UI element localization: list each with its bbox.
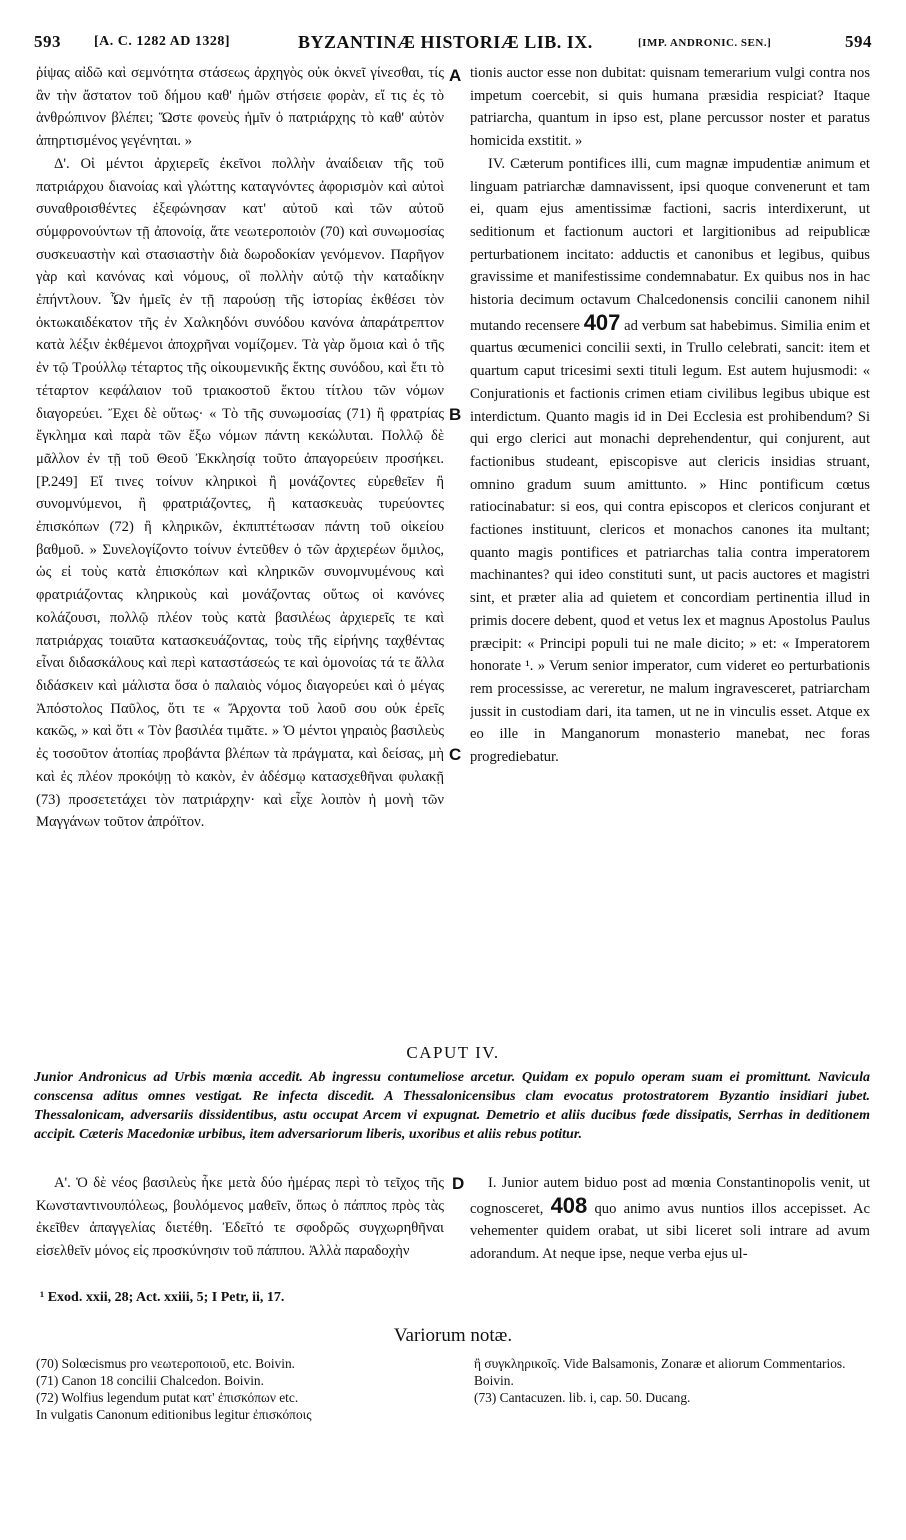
date-range: [A. C. 1282 AD 1328] — [94, 34, 230, 49]
note-72-continued: In vulgatis Canonum editionibus legitur ἐπισκόποις — [36, 1407, 312, 1422]
running-title: BYZANTINÆ HISTORIÆ LIB. IX. — [298, 32, 593, 52]
latin-paragraph-2 — [470, 153, 870, 769]
latin-paragraph-3 — [470, 1172, 870, 1266]
notes-right-column — [474, 1355, 874, 1406]
latin-text-before-number: IV. Cæterum pontifices illi, cum magnæ impudentiæ animum et linguam patriarchæ damnavissent, ipsi quoque convenerunt et tam ei, quam ejus amentissimæ factioni, sacris interdixerunt, ut seditionum et factionum auctori et largitionibus ad reipublicæ perturbationem incitato: adductis et canonibus et legibus, quibus gravissime et manifestissime condemnabatur. Ex quibus nos in hac historia decimum octavum Chalcedonensis concilii canonem nihil mutando recensere — [470, 155, 870, 334]
latin-text-after-number: ad verbum sat habebimus. Similia enim et quartus œcumenici concilii sexti, in Trullo celebrati, sancit: item et quartum caput tricesimi sexti tituli legum. Est autem hujusmodi: « Conjurationis et factionis crimen etiam civilibus legibus ubique est interdictum. Quanto magis id in Dei Ecclesia est prohibendum? Si qui ergo clerici aut monachi deprehendentur, qui conjurent, aut factionibus studeant, episcopisve aut clericis insidias struant, omnino gradum suum amittunto. » Hinc pontificum cœtus ratiocinabatur: si eos, qui contra episcopos et clericos conjurant et factiones instituunt, clericos et monachos canones ita multant; quanto magis pontifices et patriarchas talia contra imperatorem machinantes? qui ideo constituti sunt, ut pacis auctores et magistri sint, et præter alia ad quietem et concordiam pertinentia illud in primis docere debent, quod et vetus lex et magnus Apostolus Paulus præcipit: « Principi populi tui ne male dicito; » et: « Imperatorem honorate ¹. » Verum senior imperator, cum videret eo perturbationis rem processisse, ac vereretur, ne malum ingravesceret, patriarcham jussit in custodiam dari, ita tamen, ut ne in vinculis esset. Atque ex eo ille in Manganorum monasterio manebat, nec foras progrediebatur. — [470, 317, 870, 766]
greek-paragraph-1: ῥίψας αἰδῶ καὶ σεμνότητα στάσεως ἀρχηγὸς οὐκ ὀκνεῖ γίνεσθαι, τίς ἂν τὴν ἄστατον τοῦ δήμου καθ' ἡμῶν στήσειε φορὰν, εἴ τις ἐς τὸ ἀνθρώπινον βλέπει; Ὥστε φονεὺς ἡμῖν ὁ πατριάρχης τὸ καθ' αὑτὸν ἀπηρτισμένος γεγένηται. » — [36, 65, 444, 150]
column-number-408: 408 — [550, 1192, 588, 1218]
column-number-407: 407 — [583, 309, 621, 335]
latin-text-before-number-2: I. Junior autem biduo post ad mœnia Constantinopolis venit, ut cognosceret, — [470, 1175, 870, 1217]
latin-column-top — [470, 62, 870, 769]
footnote: ¹ Exod. xxii, 28; Act. xxiii, 5; I Petr, ii, 17. — [40, 1290, 285, 1305]
greek-column-top — [36, 62, 444, 834]
greek-paragraph-3: Α'. Ὁ δὲ νέος βασιλεὺς ἧκε μετὰ δύο ἡμέρας περὶ τὸ τεῖχος τῆς Κωνσταντινουπόλεως, βουλόμενος μαθεῖν, ὅπως ὁ πάππος πρὸς τὰς ἐκεῖθεν ἀπαγγελίας διετέθη. Ἐδεῖτό τε σφοδρῶς συγχωρηθῆναι εἰσελθεῖν μόνος εἰς προσκύνησιν τοῦ πάππου. Ἀλλὰ παραδοχὴν — [36, 1175, 444, 1260]
page-number-right: 594 — [845, 32, 872, 51]
chapter-summary: Junior Andronicus ad Urbis mœnia accedit. Ab ingressu contumeliose arcetur. Quidam ex populo operam suam ei promittunt. Navicula conscensa aditus omnes vestigat. Re infecta discedit. A Thessalonicensibus clam evocatus protostratorem Byzantio insidiari jubet. Thessalonicam, adversariis dissidentibus, astu occupat Arcem vi expugnat. Demetrio et aliis ducibus fœde dissipatis, Serrhas in deditionem accipit. Cæteris Macedoniæ urbibus, item adversariorum liberis, uxoribus et aliis rebus potitur. — [34, 1070, 870, 1142]
notes-left-column — [36, 1355, 466, 1423]
section-label: [IMP. ANDRONIC. SEN.] — [638, 37, 772, 49]
margin-label-c: C — [449, 745, 462, 764]
variorum-title: Variorum notæ. — [393, 1325, 513, 1346]
note-72: (72) Wolfius legendum putat κατ' ἐπισκόπων etc. — [36, 1390, 299, 1405]
latin-column-bottom — [470, 1172, 870, 1266]
margin-label-a: A — [449, 66, 462, 85]
running-header — [34, 32, 872, 62]
chapter-title: CAPUT IV. — [406, 1043, 500, 1062]
note-73: (73) Cantacuzen. lib. i, cap. 50. Ducang. — [474, 1390, 691, 1405]
margin-label-d: D — [452, 1174, 465, 1193]
note-72-end: ἢ συγκληρικοῖς. Vide Balsamonis, Zonaræ et aliorum Commentarios. Boivin. — [474, 1356, 846, 1388]
page-number-left: 593 — [34, 32, 61, 51]
greek-paragraph-2: Δ'. Οἱ μέντοι ἀρχιερεῖς ἐκεῖνοι πολλὴν ἀναίδειαν τῆς τοῦ πατριάρχου διανοίας καὶ γλώττης καταγνόντες ἀφορισμὸν καὶ αὐτοὶ συναθροισθέντες ἐξεφώνησαν κατ' αὐτοῦ καὶ τῶν αὐτοῦ σύμφρονούντων τῇ ἀπονοίᾳ, ἅτε νεωτεροποιὸν (70) καὶ συνωμοσίας συσκευαστὴν καὶ στασιαστὴν διὰ δωροδοκίαν γενόμενον. Παρῆγον γὰρ καὶ κανόνας καὶ νόμους, οἳ πολλὴν αὐτῷ τὴν καταδίκην ἐπήντλουν. Ὧν ἡμεῖς ἐν τῇ παρούσῃ τῆς ἱστορίας ἐκθέσει τὸν ὀκτωκαιδέκατον τῆς ἐν Χαλκηδόνι συνόδου κανόνα ἀπαράτρεπτον κατὰ λέξιν ἐκθέμενοι ἀποχρῆναι νομίζομεν. Τὰ γὰρ ὅμοια καὶ ὁ τῆς ἐν τῷ Τρούλλῳ τέταρτος τῆς οἰκουμενικῆς ἕκτης συνόδου, καὶ ἔτι τὸ τέταρτον κεφάλαιον τοῦ τριακοστοῦ ἕκτου τίτλου τῶν νόμων διαγορεύει. Ἔχει δὲ οὕτως· « Τὸ τῆς συνωμοσίας (71) ἢ φρατρίας ἔγκλημα καὶ παρὰ τῶν ἔξω νόμων πάντη κεκώλυται. Πολλῷ δὲ μᾶλλον ἐν τῇ τοῦ Θεοῦ Ἐκκλησίᾳ τοῦτο ἀπαγορεύειν προσήκει. [P.249] Εἴ τινες τοίνυν κληρικοὶ ἢ μονάζοντες εὑρεθεῖεν ἢ συνομνύμενοι, ἢ φρατριάζοντες, ἢ κατασκευὰς τυρεύοντες ἐπισκόπων (72) ἢ κληρικῶν, ἐκπιπτέτωσαν πάντη τοῦ οἰκείου βαθμοῦ. » Συνελογίζοντο τοίνυν ἐντεῦθεν ὁ τῶν ἀρχιερέων ὅμιλος, ὡς εἰ τοὺς κατὰ ἐπισκόπων καὶ κληρικῶν συνομνυμένους καὶ φρατριάζοντας κληρικοὺς καὶ μονάζοντας οὕτως οἱ κανόνες κολάζουσι, πολλῷ πλέον τοὺς κατὰ βασιλέως ἀρχιερεῖς τε καὶ πατριάρχας τοιαῦτα κατασκευάζοντας, τοὺς τῆς εἰρήνης ταχθέντας εἶναι διδασκάλους καὶ περὶ καταστάσεώς τε καὶ ὁμονοίας τά τε ἄλλα διδάσκειν καὶ μάλιστα ὅσα ὁ παλαιὸς νόμος διαγορεύει καὶ ὁ μέγας Ἀπόστολος Παῦλος, ὅτι τε « Ἄρχοντα τοῦ λαοῦ σου οὐκ ἐρεῖς κακῶς, » καὶ ὅτι « Τὸν βασιλέα τιμᾶτε. » Ὁ μέντοι γηραιὸς βασιλεὺς ἐς τοσοῦτον ἀτοπίας προβάντα βλέπων τὰ πράγματα, καὶ δείσας, μὴ καὶ ἐς πλέον προκόψῃ τὸ κακὸν, ἐν ἀδέσμῳ κατασχεθῆναι φυλακῇ (73) προσετετάχει τὸν πατριάρχην· καὶ εἶχε λοιπὸν ἡ μονὴ τῶν Μαγγάνων τοῦτον ἀπρόϊτον. — [36, 155, 444, 831]
latin-text-after-number-2: quo animo avus nuntios illos accepisset. Ac vehementer quidem orabat, ut sibi liceret soli intrare ad avum adorandum. At neque ipse, neque verba ejus ul- — [470, 1200, 870, 1263]
margin-label-b: B — [449, 405, 462, 424]
greek-column-bottom — [36, 1172, 444, 1263]
note-71: (71) Canon 18 concilii Chalcedon. Boivin. — [36, 1373, 264, 1388]
note-70: (70) Solœcismus pro νεωτεροποιοῦ, etc. Boivin. — [36, 1356, 295, 1371]
latin-paragraph-1: tionis auctor esse non dubitat: quisnam temerarium vulgi contra nos impetum coercebit, si quis humana præsidia respiciat? Itaque patriarcha, quantum in ipso est, plane percussor noster et paratus homicida exstitit. » — [470, 65, 870, 150]
